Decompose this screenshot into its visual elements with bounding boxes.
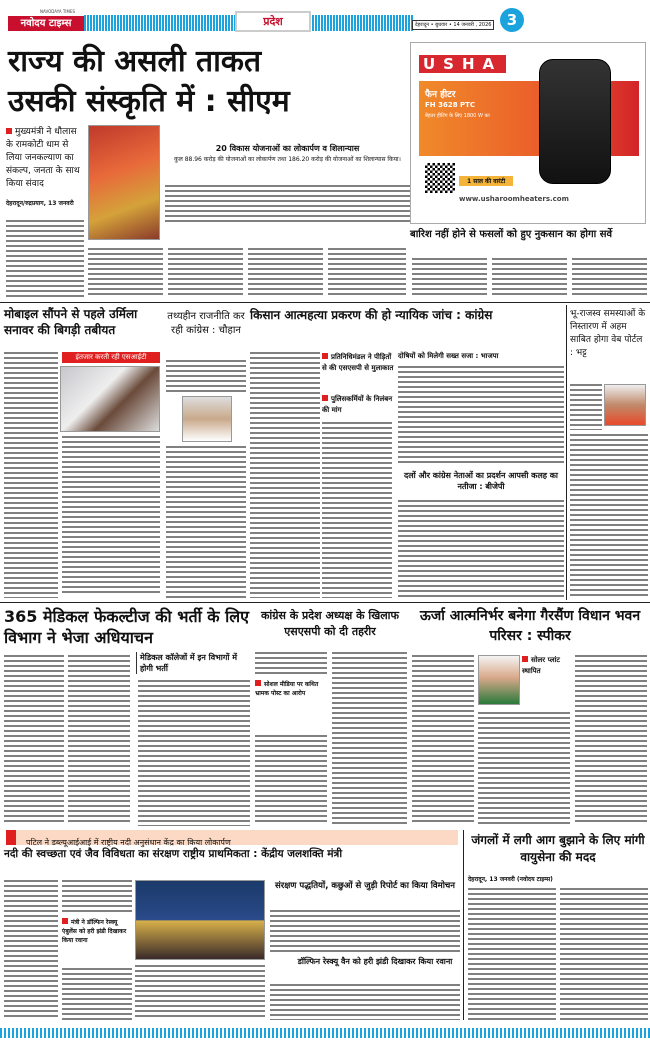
forest-col xyxy=(560,888,648,1020)
ssp-col xyxy=(255,735,327,825)
medical-col xyxy=(68,655,130,825)
heater-image xyxy=(539,59,611,184)
lead-col xyxy=(88,248,163,298)
ad-product: फैन हीटर xyxy=(425,90,456,100)
lead-col xyxy=(328,248,406,298)
kisan-body xyxy=(398,366,564,464)
lead-dateline: देहरादून/रुद्रप्रयाग, 13 जनवरी xyxy=(6,200,74,207)
dateline: देहरादून • बुधवार • 14 जनवरी , 2026 xyxy=(412,20,494,30)
lead-col xyxy=(168,248,243,298)
kisan-headline: किसान आत्महत्या प्रकरण की हो न्यायिक जांच : कांग्रेस xyxy=(250,308,493,322)
brand-small: NAVODAYA TIMES xyxy=(40,9,76,14)
banner xyxy=(6,830,458,845)
river-photo xyxy=(135,880,265,960)
gairsain-col xyxy=(478,712,570,825)
ad-model: FH 3628 PTC xyxy=(425,101,476,109)
masthead xyxy=(0,0,650,38)
mobile-label: इंतजार करती रही एसआईटी xyxy=(62,352,160,363)
lead-body xyxy=(6,220,84,298)
bhatt-body2 xyxy=(570,434,648,598)
bhatt-body xyxy=(570,384,602,430)
river-bullet: मंत्री ने डॉल्फिन रेस्क्यू एंबुलेंस को हरी झंडी दिखाकर किया रवाना xyxy=(62,918,132,945)
qr-code xyxy=(425,163,455,193)
medical-headline: 365 मेडिकल फेकल्टीज की भर्ती के लिए विभाग ने भेजा अधियाचन xyxy=(4,607,249,647)
ssp-col xyxy=(255,652,327,674)
ssp-col xyxy=(332,652,407,825)
medical-box: मेडिकल कॉलेजों में इन विभागों में होगी भर्ती xyxy=(136,652,251,674)
divider xyxy=(463,830,464,1020)
kisan-col xyxy=(250,352,320,598)
gairsain-bullet: सोलर प्लांट स्थापित xyxy=(522,655,572,677)
forest-headline: जंगलों में लगी आग बुझाने के लिए मांगी वायुसेना की मदद xyxy=(471,833,645,864)
ssp-headline: कांग्रेस के प्रदेश अध्यक्ष के खिलाफ एसएसपी को दी तहरीर xyxy=(260,609,399,638)
lead-box-text: कुल 88.96 करोड़ की योजनाओं का लोकार्पण तथा 186.20 करोड़ की योजनाओं का शिलान्यास किया। xyxy=(174,156,401,163)
speaker-photo xyxy=(478,655,520,705)
mobile-body xyxy=(4,352,58,598)
rain-col xyxy=(572,258,647,298)
chauhan-photo xyxy=(182,396,232,442)
report-body xyxy=(270,910,460,952)
page-number: 3 xyxy=(500,8,524,32)
ad-url: www.usharoomheaters.com xyxy=(459,195,569,203)
rain-col xyxy=(492,258,567,298)
mobile-photo xyxy=(60,366,160,432)
kisan-sub: दोषियों को मिलेगी सख्त सजा : भाजपा xyxy=(398,352,499,360)
kisan-col xyxy=(322,422,392,598)
river-col xyxy=(135,965,265,1020)
medical-col xyxy=(4,655,64,825)
gairsain-col xyxy=(412,655,474,825)
lead-box-body xyxy=(165,185,410,222)
chauhan-body2 xyxy=(166,446,246,598)
forest-col xyxy=(468,888,556,1020)
usha-ad[interactable] xyxy=(410,42,646,224)
banner-text: पटिल ने डब्ल्यूआईआई में राष्ट्रीय नदी अनुसंधान केंद्र का किया लोकार्पण xyxy=(26,838,231,847)
chauhan-headline: तथ्यहीन राजनीति कर रही कांग्रेस : चौहान xyxy=(167,311,245,336)
divider xyxy=(0,302,650,303)
ad-feature: बेहतर हीटिंग के लिए 1800 W का xyxy=(425,113,490,119)
bhatt-photo xyxy=(604,384,646,426)
bhatt-headline: भू-राजस्व समस्याओं के निस्तारण में अहम साबित होगा वेब पोर्टल : भट्ट xyxy=(570,309,646,358)
report-headline: संरक्षण पद्धतियों, कछुओं से जुड़ी रिपोर्ट का किया विमोचन xyxy=(274,881,456,891)
river-col xyxy=(62,968,132,1020)
brand-logo: नवोदय टाइम्स xyxy=(8,16,84,31)
section-tab: प्रदेश xyxy=(235,11,311,32)
chauhan-body xyxy=(166,360,246,392)
rain-headline: बारिश नहीं होने से फसलों को हुए नुकसान का होगा सर्वे xyxy=(410,229,613,240)
ebus-body xyxy=(270,984,460,1020)
footer-stripe xyxy=(0,1028,650,1038)
kisan-bullet: प्रतिनिधिमंडल ने पीड़ितों से की एसएसपी से मुलाकात xyxy=(322,353,394,372)
lead-box-title: 20 विकास योजनाओं का लोकार्पण व शिलान्यास xyxy=(215,144,360,153)
medical-box-body xyxy=(138,680,250,826)
rain-col xyxy=(412,258,487,298)
lead-photo xyxy=(88,125,160,240)
ad-warranty: 1 साल की वारंटी xyxy=(459,176,513,186)
lead-blurb: मुख्यमंत्री ने धौलास के रामकोटी धाम से लिया जनकल्याण का संकल्प, जनता के साथ किया संवाद xyxy=(6,126,86,191)
river-col xyxy=(62,880,132,914)
ssp-bullet: सोशल मीडिया पर कथित भ्रामक पोस्ट का आरोप xyxy=(255,680,327,698)
river-col xyxy=(4,880,58,1020)
mobile-body2 xyxy=(62,436,160,596)
river-headline: नदी की स्वच्छता एवं जैव विविधता का संरक्षण राष्ट्रीय प्राथमिकता : केंद्रीय जलशक्ति मंत्री xyxy=(4,848,343,860)
mobile-headline: मोबाइल सौंपने से पहले उर्मिला सनावर की बिगड़ी तबीयत xyxy=(4,307,138,337)
divider xyxy=(0,602,650,603)
bjp-body xyxy=(398,500,564,598)
lead-headline: राज्य की असली ताकत उसकी संस्कृति में : सीएम xyxy=(8,44,290,119)
bjp-headline: दलों और कांग्रेस नेताओं का प्रदर्शन आपसी कलह का नतीजा : बीजेपी xyxy=(404,471,558,491)
gairsain-col xyxy=(575,655,647,825)
ad-brand: USHA xyxy=(419,55,506,73)
ebus-headline: डॉल्फिन रेस्क्यू वैन को हरी झंडी दिखाकर किया रवाना xyxy=(297,957,453,966)
lead-col xyxy=(248,248,323,298)
divider xyxy=(566,305,567,600)
gairsain-headline: ऊर्जा आत्मनिर्भर बनेगा गैरसैंण विधान भवन परिसर : स्पीकर xyxy=(419,608,641,644)
kisan-bullet: पुलिसकर्मियों के निलंबन की मांग xyxy=(322,395,393,414)
forest-dateline: देहरादून, 13 जनवरी (नवोदय टाइम्स) xyxy=(468,876,553,883)
